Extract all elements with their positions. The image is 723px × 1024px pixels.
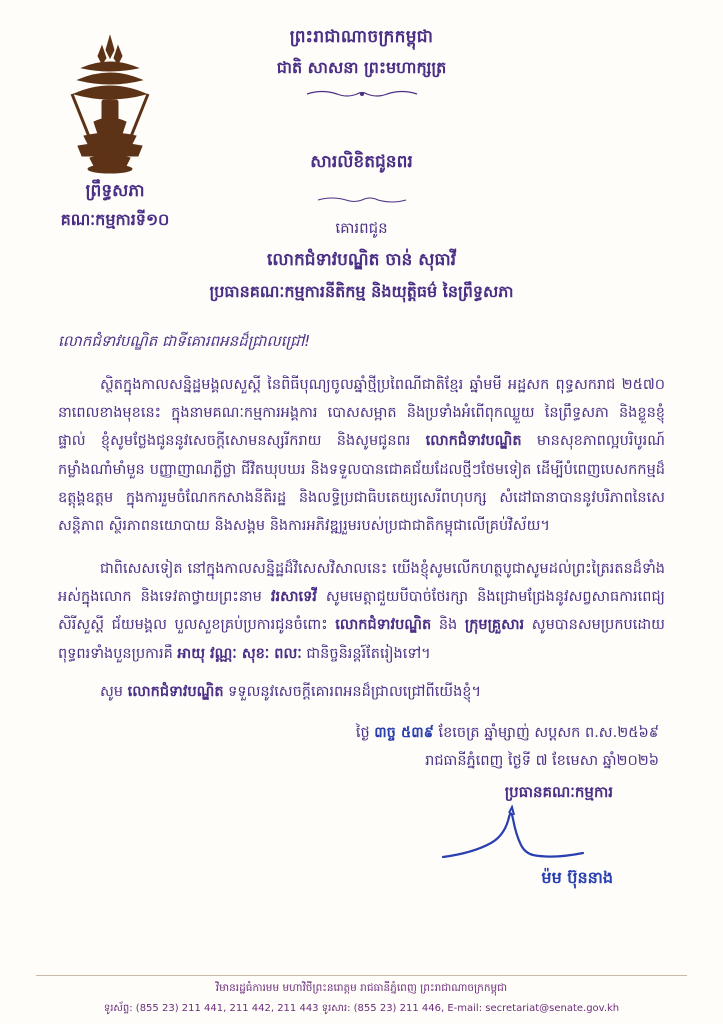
paragraph-2-bold-3: ក្រុមគ្រួសារ xyxy=(464,617,525,634)
closing-part-1: សូម xyxy=(100,683,128,700)
signer-role: ប្រធានគណៈកម្មការ xyxy=(504,783,613,802)
page-title: សារលិខិតជូនពរ xyxy=(310,152,413,172)
salutation: លោកជំទាវបណ្ឌិត ជាទីគោរពអនដ៏ជ្រាលជ្រៅ! xyxy=(58,332,311,350)
addressee-name: លោកជំទាវបណ្ឌិត ចាន់ សុធាវី xyxy=(266,250,457,270)
paragraph-2-part-5: ជានិច្ចនិរន្តរ៍តែរៀងទៅ។ xyxy=(301,645,431,662)
paragraph-2-bold-4: អាយុ វណ្ណៈ សុខៈ ពលៈ xyxy=(177,645,302,662)
paragraph-2-part-3: និង xyxy=(431,617,465,634)
closing-bold: លោកជំទាវបណ្ឌិត xyxy=(127,683,224,700)
national-motto: ជាតិ សាសនា ព្រះមហាក្សត្រ xyxy=(276,58,447,77)
letter-body xyxy=(58,327,665,706)
closing-paragraph xyxy=(58,678,665,706)
paragraph-1-bold-1: លោកជំទាវបណ្ឌិត xyxy=(425,433,522,450)
paragraph-2-part-4: សូមបានសមប្រកបដោយពុទ្ធពរទាំងបួនប្រការគឺ xyxy=(58,617,665,662)
footer-divider xyxy=(36,975,687,976)
senate-commission: គណៈកម្មការទី១០ xyxy=(60,210,170,229)
footer-address: វិមានរដ្ឋធំការមម មហាវិថីព្រះនរោត្តម រាជធានីភ្នំពេញ ព្រះរាជាណាចក្រកម្ពុជា xyxy=(215,982,508,994)
date-suffix: ខែចេត្រ ឆ្នាំម្សាញ់ សប្តសក ព.ស.២៥៦៩ xyxy=(433,725,659,742)
footer-contact: ទូរស័ព្ទ: (855 23) 211 441, 211 442, 211 443 ទូរសារ: (855 23) 211 446, E-mail: secretariat@senate.gov.kh xyxy=(103,1003,620,1014)
paragraph-1-part-2: មានសុខភាពល្អបរិបូរណ៍ កម្លាំងណាំមាំមួន បញ្ញាញាណភ្លឺថ្លា ជីវិតឃុបឃរ និងទទួលបានជោគជ័យដែលថ្មីៗថែមទៀត ដើម្បីបំពេញបេសកកម្មដ៏ឧត្តុង្គឧត្តម ក្នុងការរួមចំណែកកសាងនីតិរដ្ឋ និងលទ្ធិប្រជាធិបតេយ្យសេរីពហុបក្ស សំដៅធានាបាននូវបរិភាពនៃសេសន្តិភាព ស្ថិរភាពនយោបាយ និងសង្គម និងការអភិវឌ្ឍរួមរបស់ប្រជាជាតិកម្ពុជាលើគ្រប់វិស័យ។ xyxy=(58,433,665,535)
paragraph-2-part-1: ជាពិសេសទៀត នៅក្នុងកាលសន្និដ្ឋដ៏វិសេសវិសាលនេះ យើងខ្ញុំសូមលើកហត្ថបូជាសូមដល់ព្រះត្រៃរតនដ៏ទាំងអស់ក្នុងលោក និងទេវតាថ្វាយព្រះនាម xyxy=(58,560,665,606)
paragraph-2-bold-1: វរសាទេវី xyxy=(270,589,317,606)
date-prefix: ថ្ងៃ xyxy=(355,725,375,742)
senate-name: ព្រឹទ្ធសភា xyxy=(85,181,145,201)
senate-identity-block xyxy=(30,180,200,233)
date-handwritten: ៣ច្ច ៥៣៩ xyxy=(374,725,434,742)
addressee-role: ប្រធានគណៈកម្មការនីតិកម្ម និងយុត្តិធម៌ នៃព្រឹទ្ធសភា xyxy=(209,282,514,301)
kingdom-title: ព្រះរាជាណាចក្រកម្ពុជា xyxy=(289,27,434,47)
closing-part-2: ទទួលនូវសេចក្តីគោរពអនដ៏ជ្រាលជ្រៅពីយើងខ្ញុំ។ xyxy=(223,683,482,700)
document-footer xyxy=(0,975,723,1016)
ornament-divider-top xyxy=(302,89,422,99)
paragraph-2-bold-2: លោកជំទាវបណ្ឌិត xyxy=(335,617,432,634)
date-line-khmer xyxy=(0,720,659,748)
paragraph-2-part-2: សូមមេត្តាជួយបីបាច់ថែរក្សា និងជ្រោមជ្រែងនូវសព្វសាធការពេជ្យ សិរីសួស្តី ជ័យមង្គល បួលសួខគ្រប់ប្រការជូនចំពោះ xyxy=(58,589,665,634)
date-block xyxy=(0,720,659,775)
date-line-gregorian: រាជធានីភ្នំពេញ ថ្ងៃទី ៧ ខែមេសា ឆ្នាំ២០២៦ xyxy=(425,752,659,769)
paragraph-2 xyxy=(58,555,665,668)
addressee-intro: គោរពជូន xyxy=(335,219,388,237)
paragraph-1-part-1: ស្ថិតក្នុងកាលសន្និដ្ឋមង្គលសួស្តី នៃពិធីបុណ្យចូលឆ្នាំថ្មីប្រពៃណីជាតិខ្មែរ ឆ្នាំមមី អដ្ឋសក ពុទ្ធសករាជ ២៥៧០ នាពេលខាងមុខនេះ ក្នុងនាមគណៈកម្មការអង្គការ បោសសម្អាត និងប្រទាំងអំពើពុកឈ្លួយ នៃព្រឹទ្ធសភា និងខ្លួនខ្ញុំផ្ទាល់ ខ្ញុំសូមថ្លែងជូននូវសេចក្តីសោមនស្សរីករាយ និងសូមជូនពរ xyxy=(58,376,665,450)
signature-block xyxy=(0,783,723,891)
paragraph-1 xyxy=(58,371,665,541)
handwritten-signature xyxy=(0,805,613,867)
signer-name: ម៉ម ប៊ុននាង xyxy=(541,868,613,888)
document-header xyxy=(0,0,723,99)
